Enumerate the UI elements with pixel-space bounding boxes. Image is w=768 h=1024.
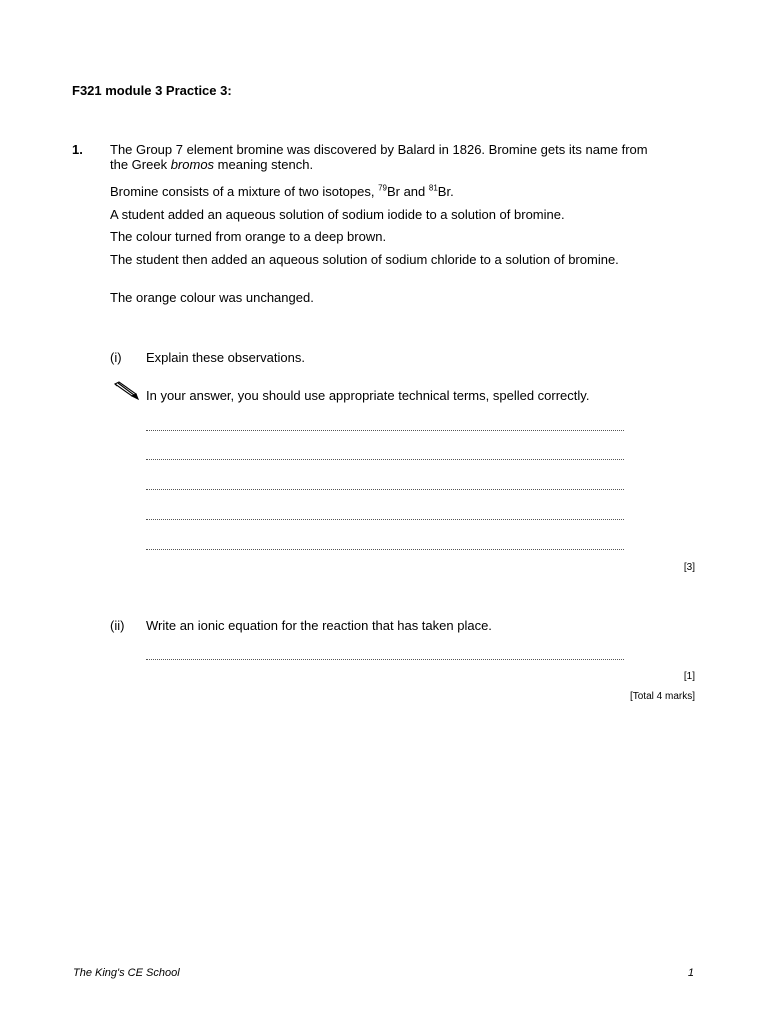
- answer-line-i-1[interactable]: [146, 420, 624, 431]
- answer-line-i-4[interactable]: [146, 509, 624, 520]
- part-i-label: (i): [110, 350, 122, 365]
- footer-school-name: The King's CE School: [73, 967, 180, 979]
- question-number: 1.: [72, 142, 83, 157]
- greek-word: bromos: [170, 157, 215, 172]
- observation-paragraph-3: The student then added an aqueous solution of sodium chloride to a solution of bromine.: [110, 252, 619, 267]
- isotopes-paragraph: Bromine consists of a mixture of two isotopes, $^{79}$Br and $^{81}$Br.: [110, 183, 454, 199]
- pencil-icon: [112, 381, 140, 401]
- observation-paragraph-1: A student added an aqueous solution of sodium iodide to a solution of bromine.: [110, 207, 565, 222]
- intro-paragraph: The Group 7 element bromine was discovered by Balard in 1826. Bromine gets its name from the Greek bromos meaning stench.: [110, 142, 648, 172]
- isotope-81-mass: 81: [428, 183, 438, 193]
- total-marks: [Total 4 marks]: [629, 691, 695, 702]
- answer-line-i-2[interactable]: [146, 449, 624, 460]
- isotope-79-mass: 79: [378, 183, 387, 193]
- page-title: F321 module 3 Practice 3:: [72, 83, 232, 98]
- answer-line-i-5[interactable]: [146, 539, 624, 550]
- quality-of-written-communication-note: In your answer, you should use appropriate technical terms, spelled correctly.: [146, 388, 590, 403]
- part-i-prompt: Explain these observations.: [146, 350, 305, 365]
- part-ii-label: (ii): [110, 618, 125, 633]
- part-ii-prompt: Write an ionic equation for the reaction that has taken place.: [146, 618, 492, 633]
- answer-line-i-3[interactable]: [146, 479, 624, 490]
- part-i-marks: [3]: [683, 562, 695, 573]
- observation-paragraph-2: The colour turned from orange to a deep brown.: [110, 229, 387, 244]
- part-ii-marks: [1]: [683, 671, 695, 682]
- observation-paragraph-4: The orange colour was unchanged.: [110, 290, 314, 305]
- footer-page-number: 1: [687, 967, 694, 979]
- answer-line-ii-1[interactable]: [146, 649, 624, 660]
